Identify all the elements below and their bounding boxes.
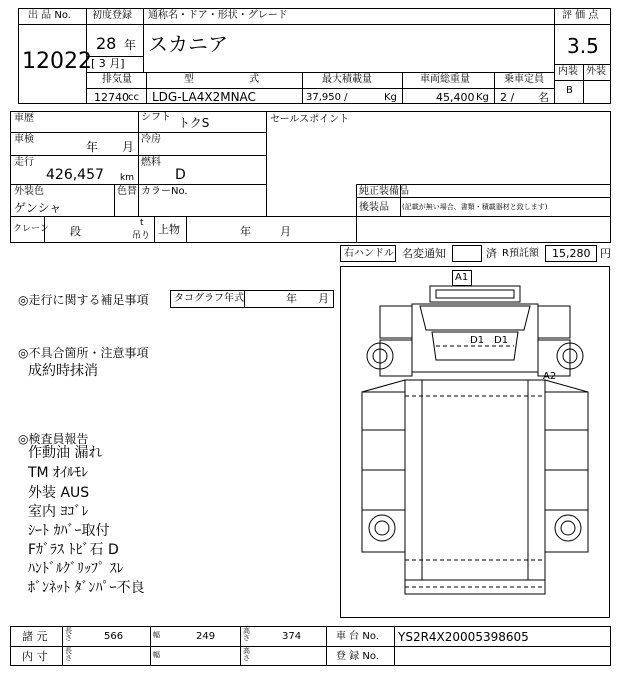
- history-label: 車歴: [14, 113, 34, 124]
- interior-width-label: 幅: [153, 651, 160, 659]
- mileage-unit: km: [120, 173, 134, 183]
- displacement: 12740: [94, 91, 129, 104]
- mileage-label: 走行: [14, 157, 34, 168]
- name-label: 通称名・ドア・形状・グレード: [148, 10, 288, 21]
- shift-label: シフト: [141, 112, 171, 123]
- tachograph-year-unit: 年: [286, 292, 297, 305]
- selling-points-label: セールスポイント: [270, 114, 350, 125]
- score-value: 3.5: [567, 34, 599, 58]
- reserved: 済: [486, 247, 497, 260]
- aftermarket-note: (記載が無い場合、書類・積載器材と致します): [402, 203, 548, 211]
- capacity: 2 /: [500, 91, 515, 104]
- crane-hook-unit: 吊り: [132, 231, 151, 241]
- width-label: 幅: [153, 631, 160, 639]
- r-deposit-unit: 円: [600, 247, 611, 260]
- length-label: 長さ: [65, 627, 72, 642]
- inspector-line: 室内 ﾖｺﾞﾚ: [28, 504, 89, 520]
- divider: [326, 626, 327, 666]
- divider: [394, 626, 395, 666]
- length-value: 566: [104, 631, 124, 642]
- chassis-label: 車 台 No.: [336, 631, 379, 642]
- inspector-line: Fｶﾞﾗｽ ﾄﾋﾞ石 D: [28, 542, 119, 558]
- year-unit: 年: [124, 38, 137, 52]
- cab-roof: [430, 286, 520, 302]
- shift-value: トクS: [178, 116, 210, 130]
- gross-weight: 45,400: [436, 91, 475, 104]
- height-value: 374: [282, 631, 302, 642]
- inspection-label: 車検: [14, 134, 34, 145]
- score-label: 評 価 点: [562, 10, 599, 21]
- aftermarket-label: 後装品: [359, 202, 389, 213]
- damage-mark: D1: [494, 335, 509, 346]
- divider: [240, 626, 241, 666]
- divider: [150, 626, 151, 666]
- inspector-line: ﾊﾝﾄﾞﾙｸﾞﾘｯﾌﾟ ｽﾚ: [28, 561, 124, 577]
- max-load-unit: Kg: [384, 92, 397, 103]
- color-no-label: カラーNo.: [141, 186, 188, 197]
- right-door: [538, 306, 570, 338]
- inspector-label: ◎検査員報告: [18, 432, 89, 446]
- first-reg-label: 初度登録: [92, 10, 132, 21]
- displacement-unit: cc: [128, 92, 139, 103]
- r-deposit: 15,280: [552, 247, 591, 260]
- divider: [10, 646, 611, 647]
- tachograph-label: タコグラフ年式: [174, 293, 244, 304]
- year-era: 28: [96, 34, 117, 53]
- height-label: 高さ: [243, 627, 250, 642]
- divider: [62, 626, 63, 666]
- model: LDG-LA4X2MNAC: [152, 90, 256, 104]
- damage-mark: D1: [470, 335, 485, 346]
- crane-ton-unit: t: [140, 218, 144, 228]
- name-change-label: 名変通知: [402, 247, 446, 260]
- inspector-line: 作動油 漏れ: [28, 445, 103, 461]
- right-handle: 右ハンドル: [344, 248, 394, 259]
- driving-notes-label: ◎走行に関する補足事項: [18, 293, 149, 307]
- inspector-line: 外装 AUS: [28, 485, 90, 501]
- inspector-line: TM ｵｲﾙﾓﾚ: [28, 465, 89, 481]
- max-load: 37,950 /: [306, 92, 348, 103]
- inspector-line: ｼｰﾄ ｶﾊﾞｰ取付: [28, 523, 110, 539]
- genuine-equipment-label: 純正装備品: [359, 186, 409, 197]
- cargo-deck: [405, 380, 545, 580]
- fuel-label: 燃料: [141, 157, 161, 168]
- month-value: [ 3 月]: [91, 57, 125, 70]
- left-door: [380, 306, 412, 338]
- color-code-label: 色替: [117, 186, 137, 197]
- exterior-color: ゲンシャ: [14, 201, 62, 215]
- defects-label: ◎不具合箇所・注意事項: [18, 346, 149, 360]
- max-load-label: 最大積載量: [322, 74, 372, 85]
- damage-mark: A1: [455, 272, 469, 283]
- mileage: 426,457: [46, 167, 104, 183]
- upper-year-unit: 年: [240, 225, 251, 238]
- exterior-grade: B: [566, 85, 573, 96]
- gross-weight-unit: Kg: [476, 92, 489, 103]
- exterior-color-label: 外装色: [14, 186, 44, 197]
- lot-no: 12022: [22, 49, 92, 74]
- interior-length-label: 長さ: [65, 647, 72, 662]
- model-label: 型 式: [184, 74, 286, 85]
- upper-label: 上物: [158, 223, 180, 236]
- windshield: [420, 306, 530, 330]
- displacement-label: 排気量: [102, 74, 132, 85]
- inspector-line: ﾎﾞﾝﾈｯﾄ ﾀﾞﾝﾊﾟｰ不良: [28, 580, 145, 596]
- crane-label: クレーン: [13, 224, 49, 234]
- width-value: 249: [196, 631, 216, 642]
- crane-tier-unit: 段: [70, 225, 81, 238]
- capacity-unit: 名: [538, 91, 549, 104]
- capacity-label: 乗車定員: [504, 74, 544, 85]
- exterior-grade-label: 外装: [586, 66, 606, 77]
- fuel-value: D: [175, 167, 186, 183]
- inspection-year-unit: 年: [86, 140, 99, 154]
- inspection-month-unit: 月: [122, 140, 135, 154]
- interior-dim-label: 内 寸: [22, 650, 48, 663]
- gross-weight-label: 車両総重量: [420, 74, 470, 85]
- tachograph-month-unit: 月: [318, 292, 329, 305]
- ac-label: 冷房: [141, 134, 161, 145]
- interior-height-label: 高さ: [243, 647, 250, 662]
- upper-month-unit: 月: [280, 225, 291, 238]
- car-name: スカニア: [148, 32, 228, 56]
- rear-left-wheel: [369, 515, 395, 541]
- registration-label: 登 録 No.: [336, 651, 379, 662]
- damage-mark: A2: [543, 371, 557, 382]
- defects-text: 成約時抹消: [28, 363, 98, 379]
- lot-no-label: 出 品 No.: [28, 10, 71, 21]
- r-deposit-label: R預託額: [502, 248, 539, 259]
- exterior-dim-label: 諸 元: [22, 630, 48, 643]
- interior-grade-label: 内装: [558, 66, 578, 77]
- chassis-no: YS2R4X20005398605: [398, 630, 529, 644]
- rear-right-wheel: [555, 515, 581, 541]
